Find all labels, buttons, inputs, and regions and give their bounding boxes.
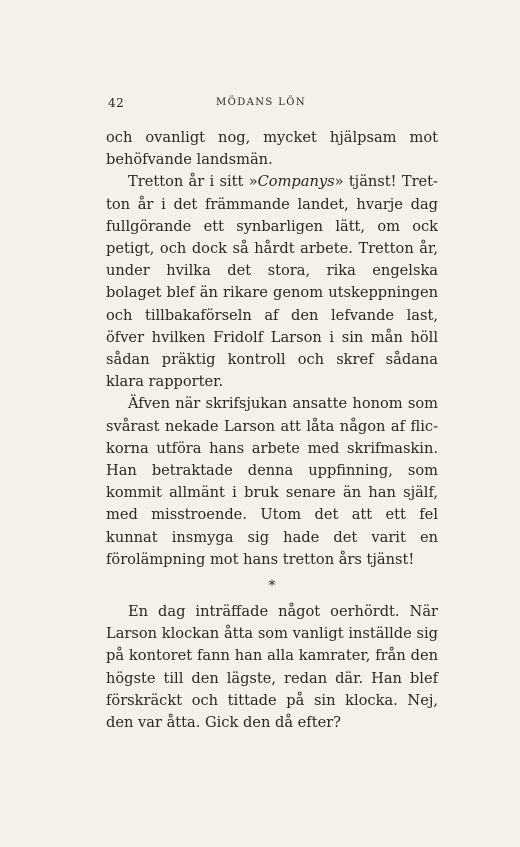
paragraph-1: och ovanligt nog, mycket hjälpsam mot behöfvande landsmän. — [106, 129, 438, 169]
italic-company-word: Companys — [257, 173, 335, 191]
paragraph-2-rest: » tjänst! Tretton år i det främmande landet, hvarje dag fullgörande ett synbarligen lätt, om ock petigt, och dock så hårdt arbete. Tretton år, under hvilka det stora, rika engelska bolaget blef än rikare genom utskeppningen och tillbakaförseln af den lefvande last, öfver hvilken Fridolf Larson i sin mån höll sådan präktig kontroll och skref sådana klara rapporter. — [106, 173, 438, 391]
section-separator: * — [268, 578, 276, 595]
page-number: 42 — [108, 96, 125, 110]
paragraph-2-lead: Tretton år i sitt » — [128, 173, 258, 191]
body-text — [106, 127, 438, 734]
paragraph-2 — [106, 171, 438, 393]
running-head: MÖDANS LÖN — [215, 97, 307, 108]
paragraph-3: Äfven när skrifsjukan ansatte honom som svårast nekade Larson att låta någon af flickorna utföra hans arbete med skrifmaskin. Han betraktade denna uppfinning, som kommit allmänt i bruk senare än han själf, med misstroende. Utom det att ett fel kunnat insmyga sig hade det varit en förolämpning mot hans tretton års tjänst! — [106, 395, 438, 568]
paragraph-4: En dag inträffade något oerhördt. När Larson klockan åtta som vanligt inställde sig på kontoret fann han alla kamrater, från den högste till den lägste, redan där. Han blef förskräckt och tittade på sin klocka. Nej, den var åtta. Gick den då efter? — [106, 603, 438, 732]
page-header — [108, 96, 414, 114]
